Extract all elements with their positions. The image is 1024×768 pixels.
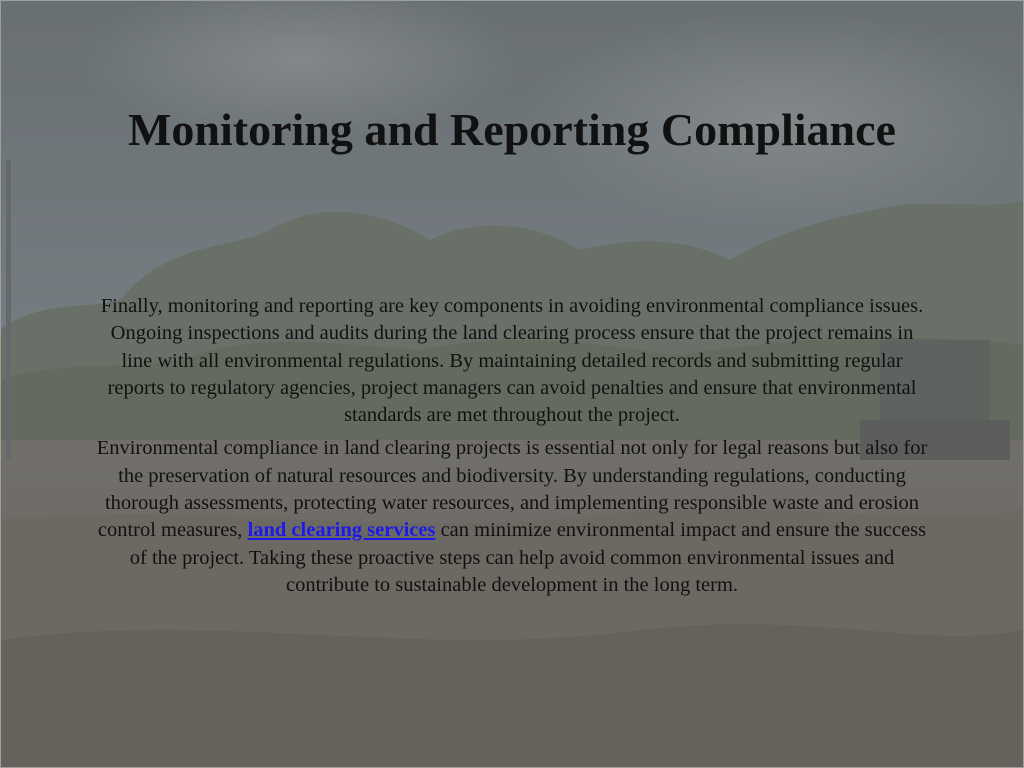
paragraph-conclusion-start: Environmental compliance in land clearing projects is essential not only for legal reasons but also for the preservation of natural resources and biodiversity. By understanding regulations, conducting thorough assessments, protecting water resources, and implementing responsible waste and erosion control measures, <box>96 437 928 542</box>
slide-title: Monitoring and Reporting Compliance <box>128 104 896 155</box>
paragraph-monitoring: Finally, monitoring and reporting are key components in avoiding environmental compliance issues. Ongoing inspections and audits during the land clearing process ensure that the project remains in line with all environmental regulations. By maintaining detailed records and submitting regular reports to regulatory agencies, project managers can avoid penalties and ensure that environmental standards are met throughout the project. <box>100 295 924 427</box>
land-clearing-services-link[interactable]: land clearing services <box>247 519 436 542</box>
slide-body <box>96 293 928 605</box>
paragraph-conclusion <box>96 435 928 599</box>
paragraph-conclusion-end: can minimize environmental impact and ensure the success of the project. Taking these proactive steps can help avoid common environmental issues and contribute to sustainable development in the long term. <box>129 519 927 596</box>
